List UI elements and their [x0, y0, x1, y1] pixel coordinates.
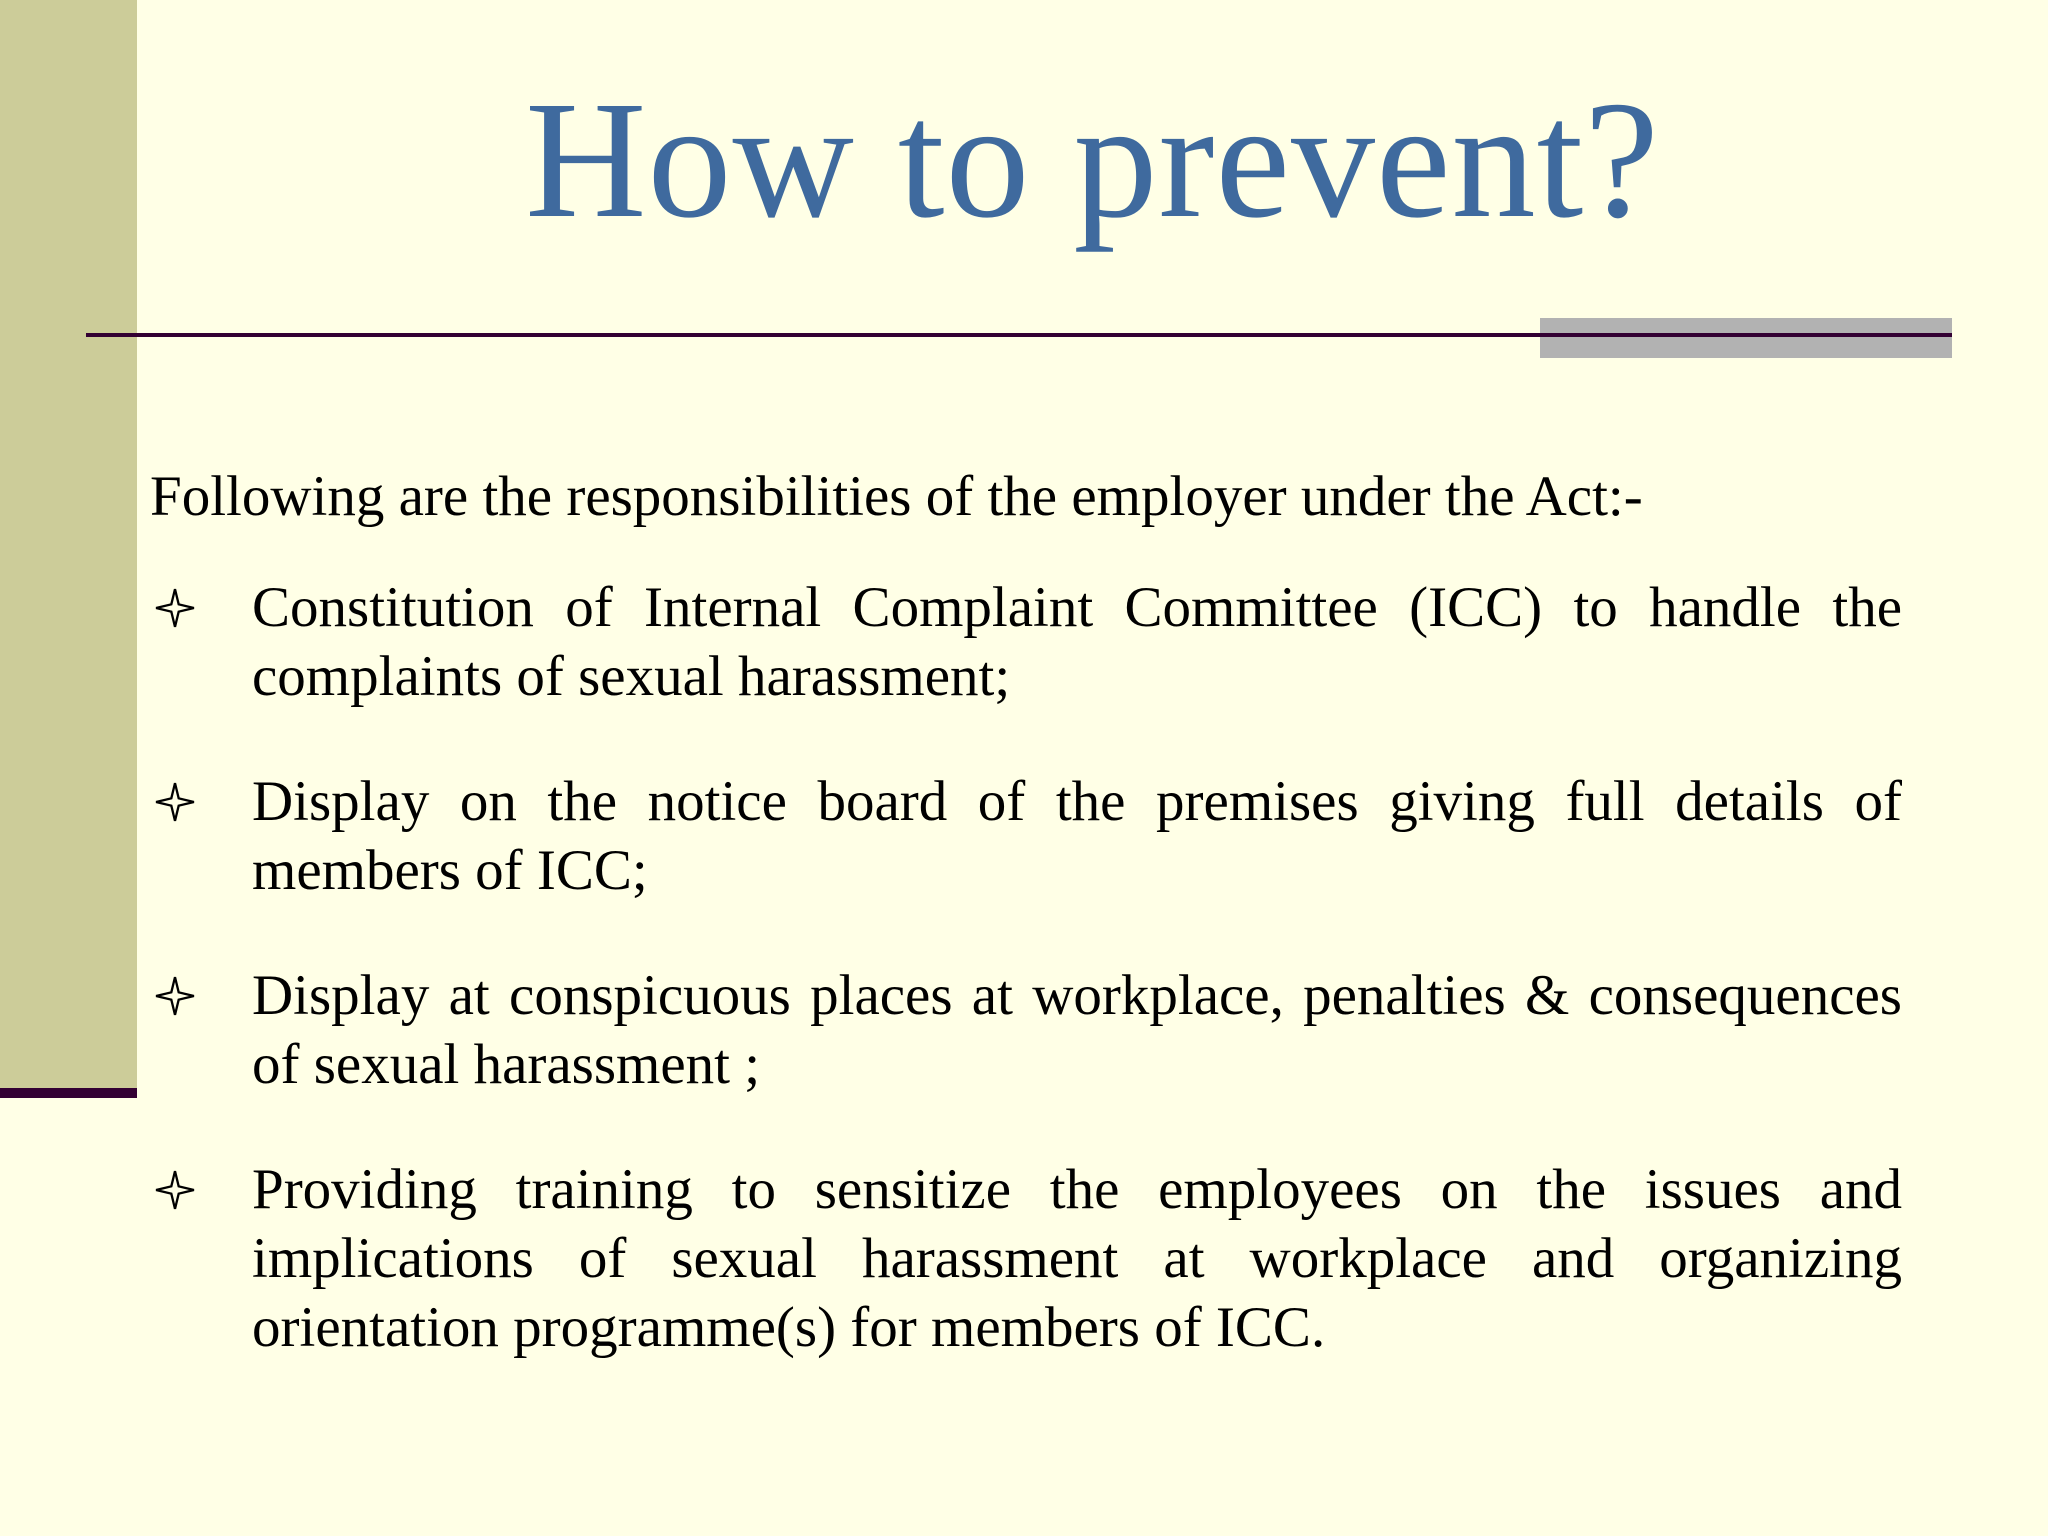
side-accent-bar	[0, 0, 137, 1088]
bullet-text: Providing training to sensitize the employees on the issues and implications of sexual harassment at workplace and organizing orientation programme(s) for members of ICC.	[252, 1158, 1902, 1359]
slide-title: How to prevent?	[525, 67, 1660, 253]
title-divider-accent	[1540, 318, 1952, 358]
four-point-star-icon	[150, 767, 252, 836]
slide-body	[150, 462, 1902, 1418]
four-point-star-icon	[150, 573, 252, 642]
bullet-item	[150, 961, 1902, 1099]
bullet-item	[150, 767, 1902, 905]
four-point-star-icon	[150, 961, 252, 1030]
bullet-item	[150, 1155, 1902, 1362]
intro-text: Following are the responsibilities of the employer under the Act:-	[150, 465, 1643, 528]
bullet-text: Constitution of Internal Complaint Committee (ICC) to handle the complaints of sexual harassment;	[252, 576, 1902, 708]
side-accent-underline	[0, 1088, 137, 1098]
bullet-item	[150, 573, 1902, 711]
title-divider-line	[86, 333, 1952, 337]
bullet-text: Display on the notice board of the premises giving full details of members of ICC;	[252, 770, 1902, 902]
four-point-star-icon	[150, 1155, 252, 1224]
bullet-text: Display at conspicuous places at workplace, penalties & consequences of sexual harassment ;	[252, 964, 1902, 1096]
